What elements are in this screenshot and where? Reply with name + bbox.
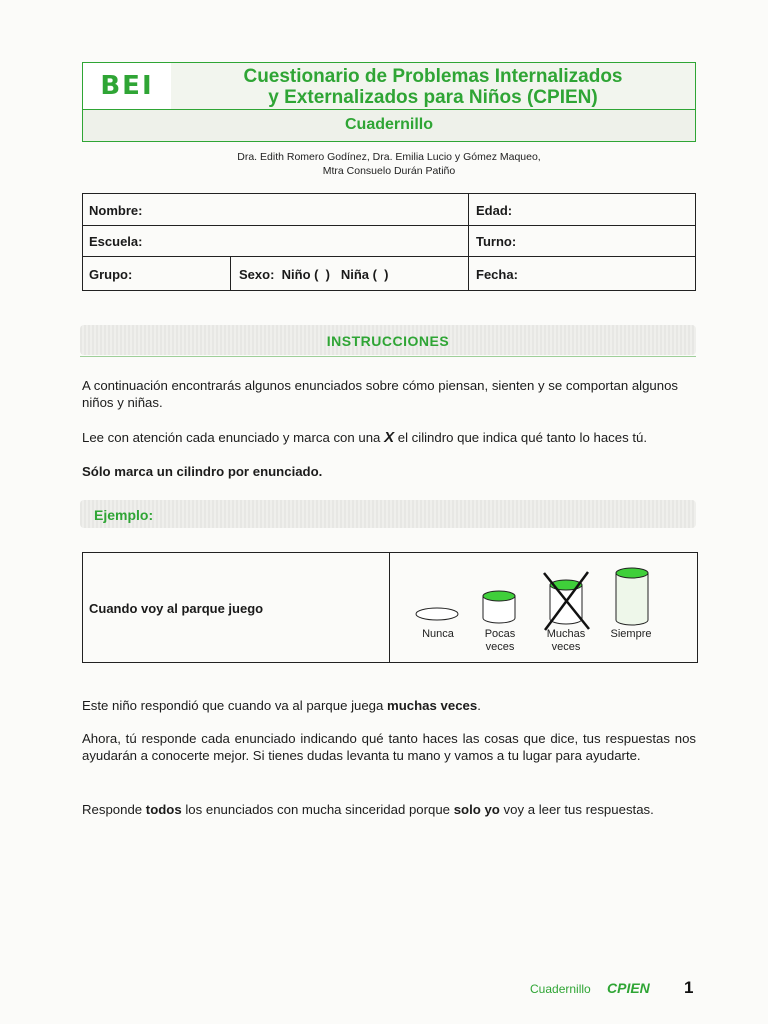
expl-p3-c: los enunciados con mucha sinceridad porque [181,802,454,817]
option-siempre-line1: Siempre [610,628,652,640]
footer-brand: CPIEN [607,980,650,996]
instructions-paragraph-3: Sólo marca un cilindro por enunciado. [82,464,323,479]
instructions-title: INSTRUCCIONES [326,333,450,349]
option-nunca-line1: Nunca [422,628,454,640]
expl-p1-bold: muchas veces [387,698,478,713]
title-cell [171,63,695,109]
document-header [82,62,696,142]
instructions-paragraph-2 [82,429,696,446]
fecha-field[interactable]: Fecha: [476,267,518,282]
authors-line-1: Dra. Edith Romero Godínez, Dra. Emilia Lucio y Gómez Maqueo, [237,151,541,163]
option-pocas-veces [474,628,526,654]
option-nunca [412,628,464,641]
title-line-2: y Externalizados para Niños (CPIEN) [268,87,598,108]
info-row-2 [83,225,695,257]
option-siempre [603,628,659,641]
expl-p3-d: solo yo [453,802,500,817]
edad-field[interactable]: Edad: [476,203,513,218]
p2-before: Lee con atención cada enunciado y marca con una [82,430,385,445]
example-statement: Cuando voy al parque juego [89,601,264,616]
bei-logo: BEI [100,71,154,101]
title-line-1: Cuestionario de Problemas Internalizados [243,66,623,87]
option-muchas-veces [540,628,592,654]
option-muchas-line1: Muchas [546,628,586,640]
nombre-field[interactable]: Nombre: [89,203,143,218]
p2-after: el cilindro que indica qué tanto lo haces tú. [394,430,648,445]
info-divider-left [230,256,231,290]
example-bar [80,500,696,528]
grupo-field[interactable]: Grupo: [89,267,133,282]
sexo-field[interactable]: Sexo: Niño ( ) Niña ( ) [239,267,389,282]
cylinder-nunca [416,608,458,620]
info-row-1 [83,194,695,226]
cylinder-pocas-veces [483,591,515,623]
explanation-paragraph-2: Ahora, tú responde cada enunciado indicando qué tanto haces las cosas que dice, tus respuestas nos ayudarán a conocerte mejor. Si tienes dudas levanta tu mano y vamos a tu lugar para ayudarte. [82,731,696,763]
student-info-table [82,193,696,291]
subtitle: Cuadernillo [344,116,433,133]
page-number: 1 [684,978,694,997]
example-title: Ejemplo: [94,507,154,523]
expl-p3-a: Responde [82,802,146,817]
turno-field[interactable]: Turno: [476,234,517,249]
explanation-paragraph-1 [82,697,696,714]
logo-cell [83,63,172,109]
option-pocas-line1: Pocas [484,628,516,640]
subtitle-cell [83,109,695,141]
instructions-paragraph-1: A continuación encontrarás algunos enunciados sobre cómo piensan, sienten y se comportan algunos niños y niñas. [82,378,679,410]
authors [82,150,696,178]
expl-p3-e: voy a leer tus respuestas. [499,802,654,817]
cylinder-siempre [616,568,648,625]
escuela-field[interactable]: Escuela: [89,234,143,249]
expl-p3-b: todos [145,802,182,817]
p2-mark: X [384,429,395,446]
authors-line-2: Mtra Consuelo Durán Patiño [322,165,456,177]
expl-p1-before: Este niño respondió que cuando va al parque juega [82,698,388,713]
expl-p1-after: . [477,698,481,713]
option-muchas-line2: veces [551,641,581,653]
footer-label: Cuadernillo [530,982,591,996]
option-pocas-line2: veces [485,641,515,653]
instructions-underline [80,356,696,357]
explanation-paragraph-3 [82,801,696,818]
info-divider-right [468,194,469,290]
